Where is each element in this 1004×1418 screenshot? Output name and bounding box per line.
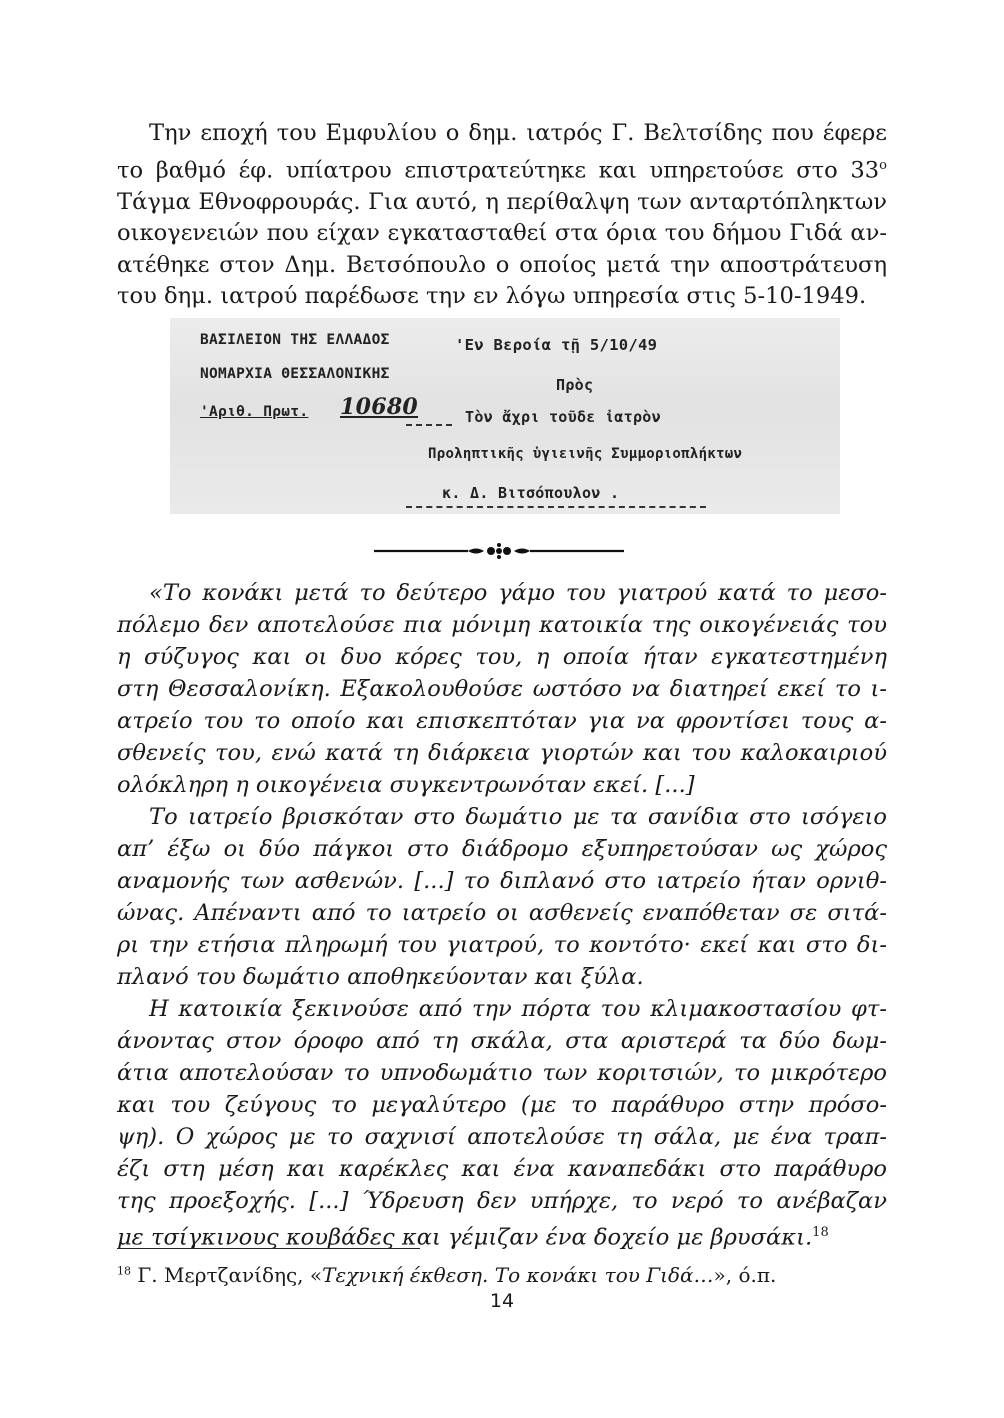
text-line: ψη). Ο χώρος με το σαχνισί αποτελούσε τη σάλα, με ένα τραπ- [117, 1124, 887, 1150]
text-line: σθενείς του, ενώ κατά τη διάρκεια γιορτών και του καλοκαιριού [117, 740, 887, 766]
text-line: ατρείο του το οποίο και επισκεπτόταν για να φροντίσει τους α- [117, 708, 887, 734]
text-line: με τσίγκινους κουβάδες και γέμιζαν ένα δοχείο με βρυσάκι.$^{18}$ [117, 1224, 829, 1251]
doc-dashed-rule [406, 424, 452, 426]
scanned-document-image [170, 318, 840, 514]
doc-to: Πρὸς [556, 376, 594, 394]
footnote-title: Τεχνική έκθεση. Το κονάκι του Γιδά… [322, 1263, 714, 1287]
text-line: πλανό του δωμάτιο αποθηκεύονταν και ξύλα. [117, 964, 644, 990]
text-line: άνοντας στον όροφο από τη σκάλα, στα αριστερά τα δύο δωμ- [117, 1028, 887, 1054]
doc-date-line: 'Εν Βεροία τῇ 5/10/49 [455, 336, 658, 354]
footnote-marker[interactable]: 18 [812, 1225, 829, 1240]
text-line: απ’ έξω οι δύο πάγκοι στο διάδρομο εξυπηρετούσαν ως χώρος [117, 836, 887, 862]
text-line: της προεξοχής. [...] Ύδρευση δεν υπήρχε, το νερό το ανέβαζαν [117, 1188, 887, 1214]
superscript: ο [879, 157, 887, 173]
ornament-divider [372, 540, 626, 562]
footnote-number: 18 [117, 1264, 131, 1278]
text-line: Την εποχή του Εμφυλίου ο δημ. ιατρός Γ. Βελτσίδης που έφερε [149, 120, 887, 146]
footnote-rest: », ό.π. [713, 1263, 777, 1287]
footnote-author: Γ. Μερτζανίδης, « [137, 1263, 323, 1287]
text-line: αναμονής των ασθενών. [...] το διπλανό στο ιατρείο ήταν ορνιθ- [117, 868, 887, 894]
quoted-passage [117, 577, 887, 1254]
text-line: ατέθηκε στον Δημ. Βετσόπουλο ο οποίος μετά την αποστράτευση [117, 251, 887, 278]
doc-recipient-name: κ. Δ. Βιτσόπουλον . [442, 484, 620, 502]
text-line: ώνας. Απέναντι από το ιατρείο οι ασθενείς εναπόθεταν σε σιτά- [117, 900, 887, 926]
text-line: το βαθμό έφ. υπίατρου επιστρατεύτηκε και υπηρετούσε στο $33^o$ [117, 157, 887, 184]
text-line: και του ζεύγους το μεγαλύτερο (με το παράθυρο στην πρόσο- [117, 1092, 887, 1118]
paragraph-intro [117, 118, 887, 313]
footnote [117, 1263, 776, 1287]
page-number: 14 [489, 1290, 515, 1312]
text-line: έζι στη μέση και καρέκλες και ένα καναπεδάκι στο παράθυρο [117, 1156, 887, 1182]
doc-protocol-number: 10680 [340, 394, 419, 420]
text-line: ρι την ετήσια πληρωμή του γιατρού, το κοντότο· εκεί και στο δι- [117, 932, 887, 958]
doc-kingdom-header: ΒΑΣΙΛΕΙΟΝ ΤΗΣ ΕΛΛΑΔΟΣ [200, 332, 390, 348]
text-line: οικογενειών που είχαν εγκατασταθεί στα όρια του δήμου Γιδά αν- [117, 220, 887, 247]
doc-dashed-rule [406, 506, 706, 508]
text-line: του δημ. ιατρού παρέδωσε την εν λόγω υπηρεσία στις 5-10-1949. [117, 283, 867, 310]
text-line: πόλεμο δεν αποτελούσε πια μόνιμη κατοικία της οικογένειάς του [117, 612, 887, 638]
text-line: ολόκληρη η οικογένεια συγκεντρωνόταν εκεί. [...] [117, 772, 695, 798]
text-line: «Το κονάκι μετά το δεύτερο γάμο του γιατρού κατά το μεσο- [149, 580, 887, 606]
text-line: στη Θεσσαλονίκη. Εξακολουθούσε ωστόσο να διατηρεί εκεί το ι- [117, 676, 887, 702]
text-line: η σύζυγος και οι δυο κόρες του, η οποία ήταν εγκατεστημένη [117, 644, 887, 670]
doc-recipient-office: Προληπτικῆς ὑγιεινῆς Συμμοριοπλήκτων [428, 446, 743, 462]
doc-prefecture: ΝΟΜΑΡΧΙΑ ΘΕΣΣΑΛΟΝΙΚΗΣ [200, 366, 390, 382]
text-line: Το ιατρείο βρισκόταν στο δωμάτιο με τα σανίδια στο ισόγειο [149, 804, 887, 830]
text-line: Τάγμα Εθνοφρουράς. Για αυτό, η περίθαλψη των ανταρτόπληκτων [117, 188, 887, 215]
doc-recipient: Τὸν ἄχρι τοῦδε ἰατρὸν [465, 408, 661, 426]
text-line: Η κατοικία ξεκινούσε από την πόρτα του κλιμακοστασίου φτ- [149, 996, 887, 1022]
doc-protocol-label: 'Αριθ. Πρωτ. [200, 404, 309, 420]
text-line: άτια αποτελούσαν το υπνοδωμάτιο των κοριτσιών, το μικρότερο [117, 1060, 887, 1086]
footnote-separator [117, 1248, 420, 1249]
